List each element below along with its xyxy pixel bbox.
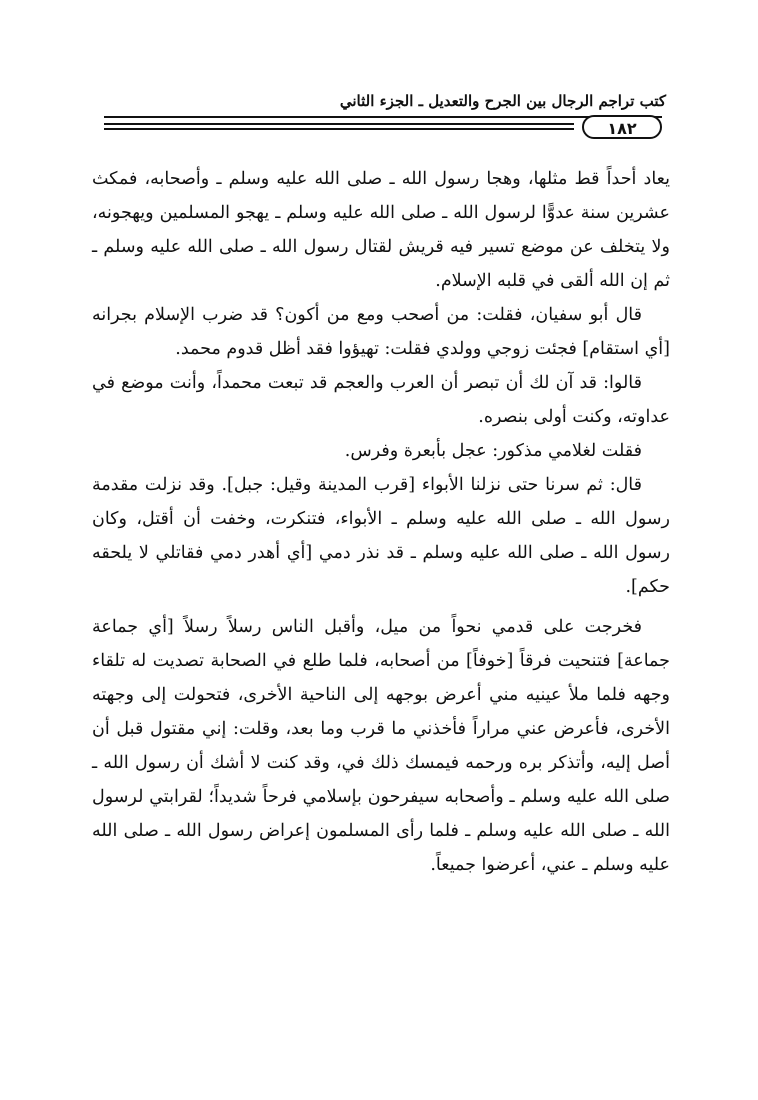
paragraph: فقلت لغلامي مذكور: عجل بأبعرة وفرس. [344,441,642,461]
paragraph: فخرجت على قدمي نحواً من ميل، وأقبل الناس رسلاً رسلاً [أي جماعة جماعة] فتنحيت فرقاً [خوفاً] من أصحابه، فلما طلع في الصحابة تصديت له تلقاء وجهه فلما ملأ عينيه مني أعرض بوجهه إلى الناحية الأخرى، فتحولت إلى وجهته الأخرى، فأعرض عني مراراً فأخذني ما قرب وما بعد، وقلت: إني مقتول قبل أن أصل إليه، وأتذكر بره ورحمه فيمسك ذلك في، وقد كنت لا أشك أن رسول الله ـ صلى الله عليه وسلم ـ وأصحابه سيفرحون بإسلامي فرحاً شديداً؛ لقرابتي لرسول الله ـ صلى الله عليه وسلم ـ فلما رأى المسلمون إعراض رسول الله ـ صلى الله عليه وسلم ـ عني، أعرضوا جميعاً. [92,617,670,875]
main-text [92,162,670,882]
running-header [86,86,666,116]
paragraph: قال أبو سفيان، فقلت: من أصحب ومع من أكون؟ قد ضرب الإسلام بجرانه [أي استقام] فجئت زوجي وولدي فقلت: تهيؤوا فقد أظل قدوم محمد. [92,305,670,359]
paragraph: قال: ثم سرنا حتى نزلنا الأبواء [قرب المدينة وقيل: جبل]. وقد نزلت مقدمة رسول الله ـ صلى الله عليه وسلم ـ الأبواء، فتنكرت، وخفت أن أقتل، وكان رسول الله ـ صلى الله عليه وسلم ـ قد نذر دمي [أي أهدر دمي فقاتلي لا يلحقه حكم]. [92,475,670,597]
paragraph: يعاد أحداً قط مثلها، وهجا رسول الله ـ صلى الله عليه وسلم ـ وأصحابه، فمكث عشرين سنة عدوًّا لرسول الله ـ صلى الله عليه وسلم ـ يهجو المسلمين ويهجونه، ولا يتخلف عن موضع تسير فيه قريش لقتال رسول الله ـ صلى الله عليه وسلم ـ ثم إن الله ألقى في قلبه الإسلام. [92,169,670,291]
book-title: كتب تراجم الرجال بين الجرح والتعديل ـ الجزء الثاني [339,92,666,110]
page-number: ١٨٢ [582,115,662,139]
double-rule-lower [104,128,574,130]
double-rule-upper [104,123,574,125]
page-number-rule [104,118,662,140]
paragraph: قالوا: قد آن لك أن تبصر أن العرب والعجم قد تبعت محمداً، وأنت موضع في عداوته، وكنت أولى بنصره. [92,373,670,427]
